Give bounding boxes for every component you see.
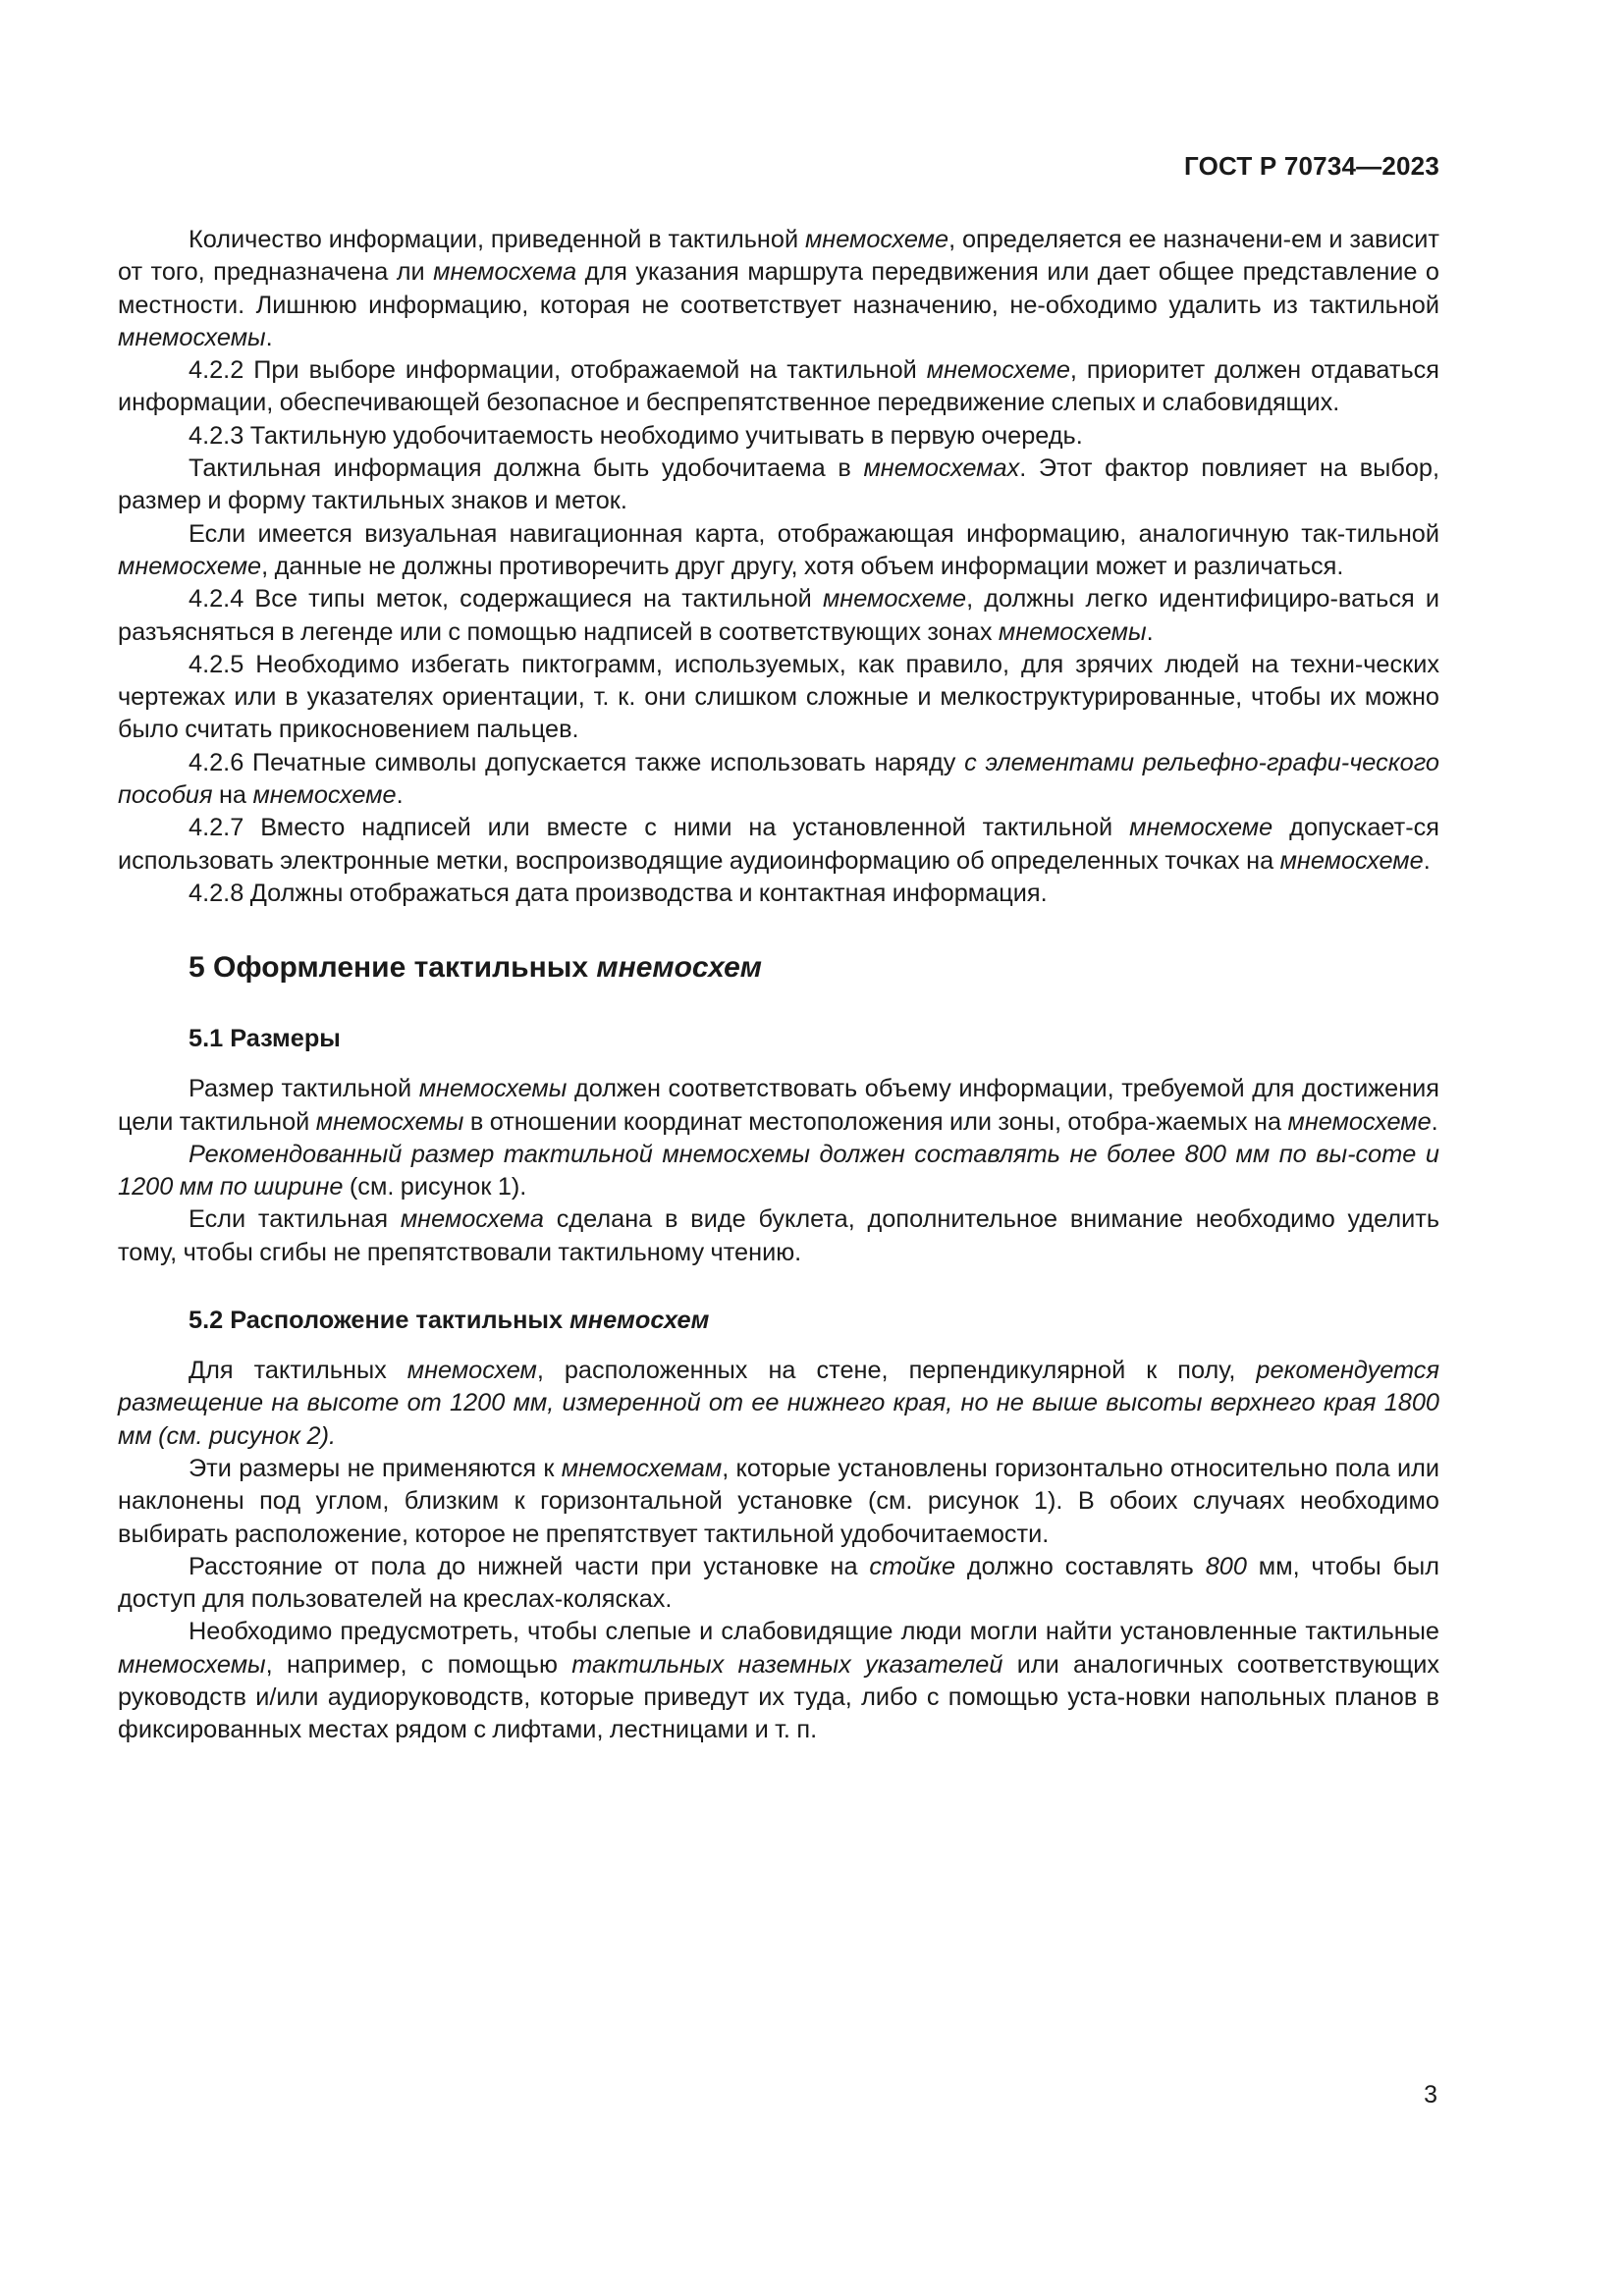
paragraph <box>118 420 1439 453</box>
section-5-1-paragraphs <box>118 1073 1439 1269</box>
page-number: 3 <box>1424 2081 1437 2109</box>
italic-term: мнемосхеме <box>252 781 397 810</box>
italic-term: мнемосхем <box>569 1307 710 1335</box>
text-run: . Этот фактор повлияет на выбор, размер и форму тактильных знаков и меток. <box>118 454 1439 515</box>
text-run: . <box>1146 617 1154 646</box>
text-run: сделана в виде буклета, дополнительное внимание необходимо уделить тому, чтобы сгибы не препятствовали тактильному чтению. <box>118 1205 1440 1266</box>
text-run: допускает-ся использовать электронные метки, воспроизводящие аудиоинформацию об определенных точках на <box>118 814 1440 875</box>
text-run: . <box>265 323 273 351</box>
text-run: на <box>212 781 253 810</box>
italic-term: мнемосхеме <box>926 356 1070 385</box>
italic-term: рекомендуется размещение на высоте от 1200 мм, измеренной от ее нижнего края, но не выше высоты верхнего края 1800 мм (см. рисунок 2). <box>118 1357 1439 1450</box>
paragraph <box>118 747 1439 813</box>
italic-term: мнемосхемы <box>118 323 266 351</box>
text-run: Тактильная информация должна быть удобочитаема в <box>189 454 864 483</box>
italic-term: мнемосхеме <box>822 585 967 614</box>
section-5-2-heading <box>189 1304 1439 1337</box>
italic-term: с элементами рельефно-графи-ческого пособия <box>118 748 1439 810</box>
italic-term: мнемосхем <box>596 951 762 985</box>
text-run: Для тактильных <box>189 1357 407 1385</box>
text-run: 5 Оформление тактильных <box>189 951 597 985</box>
text-run: , расположенных на стене, перпендикулярной к полу, <box>536 1357 1257 1385</box>
text-run: , должны легко идентифициро-ваться и разъясняться в легенде или с помощью надписей в соответствующих зонах <box>118 585 1439 646</box>
paragraph <box>118 1453 1439 1551</box>
italic-term: стойке <box>869 1552 956 1580</box>
text-run: должен соответствовать объему информации, требуемой для достижения цели тактильной <box>118 1075 1439 1136</box>
italic-term: мнемосхемы <box>418 1075 568 1103</box>
text-run: или аналогичных соответствующих руководств и/или аудиоруководств, которые приведут их туда, либо с помощью уста-новки напольных планов в фиксированных местах рядом с лифтами, лестницами и т. п. <box>118 1650 1440 1744</box>
text-run: . <box>396 781 404 810</box>
text-run: 4.2.8 Должны отображаться дата производства и контактная информация. <box>189 879 1048 907</box>
italic-term: мнемосхема <box>400 1205 544 1234</box>
text-run: , приоритет должен отдаваться информации, обеспечивающей безопасное и беспрепятственное передвижение слепых и слабовидящих. <box>118 356 1439 417</box>
text-run: , определяется ее назначени-ем и зависит от того, предназначена ли <box>118 226 1439 287</box>
text-run: 4.2.4 Все типы меток, содержащиеся на тактильной <box>189 585 823 614</box>
paragraph <box>118 649 1439 747</box>
text-run: Размер тактильной <box>189 1075 419 1103</box>
italic-term: мнемосхемах <box>863 454 1020 483</box>
italic-term: 800 <box>1205 1552 1247 1580</box>
paragraph <box>118 518 1439 584</box>
text-run: (см. рисунок 1). <box>343 1173 527 1201</box>
text-run: Если имеется визуальная навигационная карта, отображающая информацию, аналогичную так-тильной <box>189 519 1439 548</box>
text-run: Эти размеры не применяются к <box>189 1454 562 1482</box>
paragraph <box>118 1616 1439 1746</box>
text-run: Необходимо предусмотреть, чтобы слепые и слабовидящие люди могли найти установленные тактильные <box>189 1618 1439 1646</box>
paragraph <box>118 1203 1439 1269</box>
italic-term: мнемосхеме <box>1279 846 1424 875</box>
text-run: Расстояние от пола до нижней части при установке на <box>189 1552 870 1580</box>
italic-term: мнемосхем <box>406 1357 537 1385</box>
text-run: должно составлять <box>955 1552 1206 1580</box>
italic-term: мнемосхеме <box>1129 814 1273 842</box>
italic-term: мнемосхеме <box>804 226 949 253</box>
text-run: 5.2 Расположение тактильных <box>189 1307 570 1335</box>
italic-term: мнемосхемам <box>561 1454 723 1482</box>
document-header: ГОСТ Р 70734—2023 <box>1184 151 1439 181</box>
paragraph <box>118 1139 1439 1204</box>
text-run: Если тактильная <box>189 1205 401 1234</box>
paragraph <box>118 1073 1439 1139</box>
section-5-2-paragraphs <box>118 1355 1439 1747</box>
section-5-heading <box>189 948 1439 988</box>
text-run: 4.2.7 Вместо надписей или вместе с ними на установленной тактильной <box>189 814 1130 842</box>
section-4-2-paragraphs <box>118 224 1439 910</box>
section-5-1-heading <box>189 1022 1439 1055</box>
italic-term: мнемосхема <box>433 258 577 287</box>
italic-term: Рекомендованный размер тактильной мнемосхемы должен составлять не более 800 мм по вы-соте и 1200 мм по ширине <box>118 1140 1439 1201</box>
text-run: 4.2.3 Тактильную удобочитаемость необходимо учитывать в первую очередь. <box>189 421 1083 450</box>
paragraph <box>118 224 1439 354</box>
text-run: . <box>1423 846 1431 875</box>
paragraph <box>118 1551 1439 1617</box>
text-run: Количество информации, приведенной в тактильной <box>189 226 805 253</box>
text-run: 4.2.6 Печатные символы допускается также использовать наряду <box>189 748 965 776</box>
text-run: в отношении координат местоположения или зоны, отобра-жаемых на <box>463 1107 1288 1136</box>
text-run: 4.2.5 Необходимо избегать пиктограмм, используемых, как правило, для зрячих людей на техни-ческих чертежах или в указателях ориентации, т. к. они слишком сложные и мелкоструктурированные, чтобы их можно было считать прикосновением пальцев. <box>118 650 1439 744</box>
text-run: 4.2.2 При выборе информации, отображаемой на тактильной <box>189 356 927 385</box>
paragraph <box>118 878 1439 910</box>
text-run: . <box>1431 1107 1438 1136</box>
paragraph <box>118 354 1439 420</box>
text-run: мм, чтобы был доступ для пользователей на креслах-колясках. <box>118 1552 1439 1614</box>
paragraph <box>118 453 1439 518</box>
page-content <box>118 224 1439 1747</box>
paragraph <box>118 1355 1439 1453</box>
italic-term: мнемосхеме <box>118 552 262 580</box>
text-run: , которые установлены горизонтально относительно пола или наклонены под углом, близким к горизонтальной установке (см. рисунок 1). В обоих случаях необходимо выбирать расположение, которое не препятствует тактильной удобочитаемости. <box>118 1454 1439 1548</box>
italic-term: мнемосхемы <box>315 1107 464 1136</box>
text-run: 5.1 Размеры <box>189 1025 341 1053</box>
text-run: , например, с помощью <box>265 1650 572 1679</box>
text-run: для указания маршрута передвижения или дает общее представление о местности. Лишнюю информацию, которая не соответствует назначению, не-обходимо удалить из тактильной <box>118 258 1440 319</box>
paragraph <box>118 583 1439 649</box>
italic-term: мнемосхемы <box>998 617 1147 646</box>
text-run: , данные не должны противоречить друг другу, хотя объем информации может и различаться. <box>261 552 1344 580</box>
paragraph <box>118 812 1439 878</box>
italic-term: мнемосхеме <box>1287 1107 1432 1136</box>
italic-term: тактильных наземных указателей <box>571 1650 1003 1679</box>
italic-term: мнемосхемы <box>118 1650 266 1679</box>
